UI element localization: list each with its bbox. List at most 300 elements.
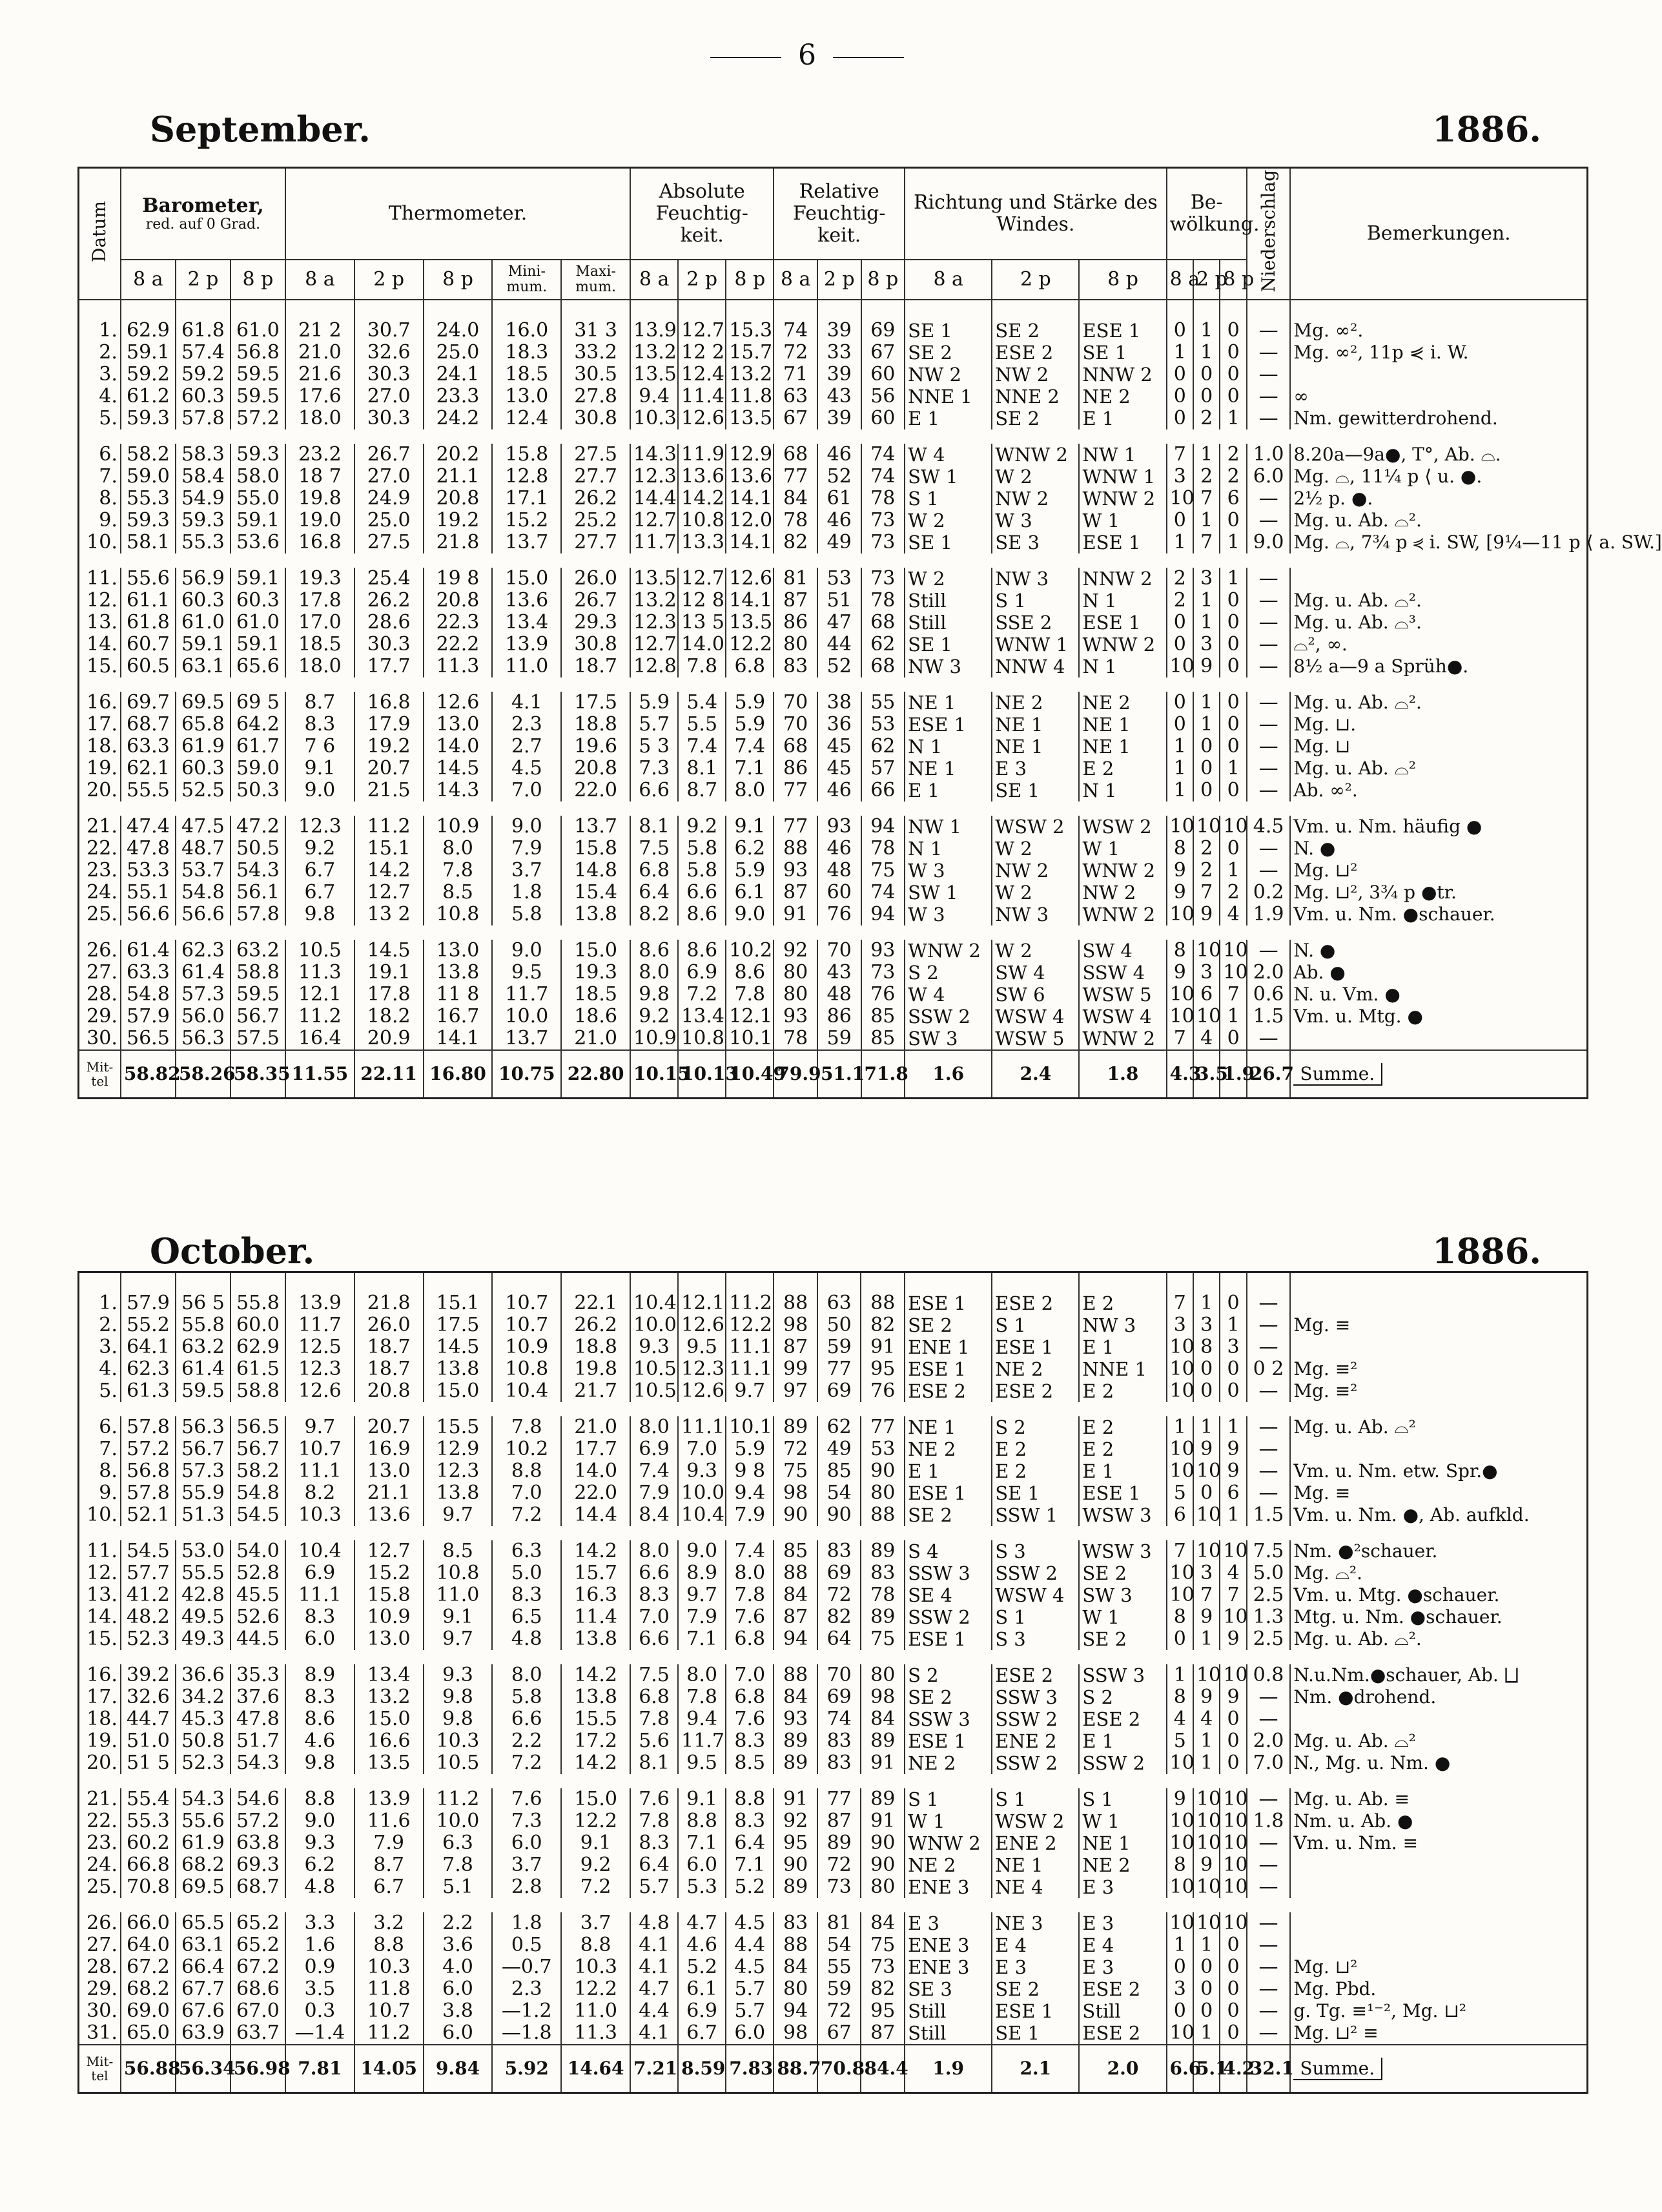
header-precipitation: Niederschlag (1247, 168, 1291, 300)
rel-humidity-cell: 55 (861, 692, 905, 714)
barometer-cell: 55.1 (121, 882, 176, 904)
thermometer-cell: 14.5 (424, 758, 493, 780)
thermometer-cell: 10.8 (424, 1562, 493, 1584)
rel-humidity-cell: 55 (817, 1956, 861, 1978)
rel-humidity-cell: 46 (817, 444, 861, 466)
rel-humidity-cell: 80 (774, 962, 817, 984)
maximum-cell: 15.5 (561, 1708, 630, 1730)
abs-humidity-cell: 7.9 (630, 1482, 678, 1504)
barometer-cell: 53.6 (231, 532, 285, 553)
cloud-cell: 4 (1193, 1028, 1220, 1050)
maximum-cell: 11.3 (561, 2022, 630, 2045)
thermometer-cell: 8.7 (354, 1854, 424, 1876)
thermometer-cell: 17.8 (285, 590, 354, 612)
cloud-cell: 1 (1220, 1504, 1246, 1526)
rel-humidity-cell: 88 (861, 1504, 905, 1526)
minimum-cell: 10.9 (492, 1336, 561, 1358)
rel-humidity-cell: 90 (861, 1854, 905, 1876)
abs-humidity-cell: 7.8 (630, 1708, 678, 1730)
minimum-cell: 7.2 (492, 1752, 561, 1774)
remark-cell: ⌓², ∞. (1290, 634, 1587, 656)
abs-humidity-cell: 7.0 (678, 1438, 726, 1460)
thermometer-cell: 17.6 (285, 386, 354, 408)
thermometer-cell: 7.8 (424, 1854, 493, 1876)
day-cell: 28. (79, 1956, 121, 1978)
remark-cell: Vm. u. Nm. etw. Spr.● (1290, 1460, 1587, 1482)
barometer-cell: 56 5 (176, 1272, 231, 1315)
thermometer-cell: 11.8 (354, 1978, 424, 2000)
barometer-cell: 69.3 (231, 1854, 285, 1876)
wind-cell: SE 3 (992, 532, 1079, 553)
cloud-cell: 2 (1193, 838, 1220, 860)
wind-cell: Still (905, 2022, 992, 2045)
rel-humidity-cell: 83 (817, 1730, 861, 1752)
barometer-cell: 65.5 (176, 1912, 231, 1934)
table-row (79, 838, 1588, 860)
rel-humidity-cell: 99 (774, 1358, 817, 1380)
abs-humidity-cell: 6.6 (678, 882, 726, 904)
rel-humidity-cell: 76 (817, 904, 861, 925)
remark-cell (1290, 1028, 1587, 1050)
barometer-cell: 67.7 (176, 1978, 231, 2000)
rel-humidity-cell: 91 (861, 1810, 905, 1832)
thermometer-cell: 7 6 (285, 736, 354, 758)
cloud-cell: 4 (1167, 1708, 1193, 1730)
day-cell: 25. (79, 904, 121, 925)
barometer-cell: 57.2 (121, 1438, 176, 1460)
rel-humidity-cell: 93 (774, 1708, 817, 1730)
day-cell: 14. (79, 1606, 121, 1628)
wind-cell: N 1 (1079, 656, 1166, 677)
table-row (79, 736, 1588, 758)
minimum-cell: 13.0 (492, 386, 561, 408)
barometer-cell: 68.2 (176, 1854, 231, 1876)
barometer-cell: 55.3 (121, 488, 176, 510)
abs-humidity-cell: 11.1 (726, 1358, 774, 1380)
wind-cell: E 3 (992, 1956, 1079, 1978)
mean-cloud: 3.5 (1193, 1050, 1220, 1099)
barometer-cell: 56.6 (121, 904, 176, 925)
rel-humidity-cell: 83 (817, 1540, 861, 1562)
maximum-cell: 8.8 (561, 1934, 630, 1956)
barometer-cell: 68.7 (121, 714, 176, 736)
maximum-cell: 11.4 (561, 1606, 630, 1628)
barometer-cell: 61.0 (176, 612, 231, 634)
abs-humidity-cell: 4.6 (678, 1934, 726, 1956)
minimum-cell: 1.8 (492, 882, 561, 904)
wind-cell: NE 1 (905, 1416, 992, 1438)
rel-humidity-cell: 73 (817, 1876, 861, 1898)
mean-precipitation: 26.7 (1247, 1050, 1291, 1099)
barometer-cell: 32.6 (121, 1686, 176, 1708)
thermometer-cell: 9.7 (285, 1416, 354, 1438)
thermometer-cell: 3.3 (285, 1912, 354, 1934)
remark-cell: Mg. u. Ab. ⌓². (1290, 1628, 1587, 1650)
rel-humidity-cell: 90 (861, 1832, 905, 1854)
maximum-cell: 18.5 (561, 984, 630, 1006)
remark-cell (1290, 1854, 1587, 1876)
abs-humidity-cell: 11.8 (726, 386, 774, 408)
thermometer-cell: 20.7 (354, 1416, 424, 1438)
cloud-cell: 1 (1193, 1934, 1220, 1956)
abs-humidity-cell: 5.7 (726, 2000, 774, 2022)
barometer-cell: 51.3 (176, 1504, 231, 1526)
barometer-cell: 57.8 (121, 1482, 176, 1504)
rel-humidity-cell: 75 (861, 1628, 905, 1650)
abs-humidity-cell: 13.2 (726, 364, 774, 386)
rel-humidity-cell: 85 (817, 1460, 861, 1482)
day-cell: 6. (79, 444, 121, 466)
rel-humidity-cell: 72 (817, 1584, 861, 1606)
maximum-cell: 9.2 (561, 1854, 630, 1876)
thermometer-cell: 11.2 (285, 1006, 354, 1028)
abs-humidity-cell: 11.7 (678, 1730, 726, 1752)
barometer-cell: 69.0 (121, 2000, 176, 2022)
maximum-cell: 30.8 (561, 408, 630, 429)
remark-cell: Vm. u. Nm. häufig ● (1290, 816, 1587, 838)
table-row (79, 882, 1588, 904)
remark-cell (1290, 364, 1587, 386)
rel-humidity-cell: 80 (861, 1876, 905, 1898)
wind-cell: ESE 1 (1079, 532, 1166, 553)
wind-cell: NE 1 (1079, 714, 1166, 736)
abs-humidity-cell: 7.4 (630, 1460, 678, 1482)
cloud-cell: 1 (1193, 590, 1220, 612)
abs-humidity-cell: 7.8 (678, 1686, 726, 1708)
barometer-cell: 53.3 (121, 860, 176, 882)
thermometer-cell: 9.3 (424, 1664, 493, 1686)
abs-humidity-cell: 9.4 (678, 1708, 726, 1730)
wind-cell: SE 1 (992, 2022, 1079, 2045)
rel-humidity-cell: 71 (774, 364, 817, 386)
barometer-cell: 52.6 (231, 1606, 285, 1628)
wind-cell: NW 3 (905, 656, 992, 677)
barometer-cell: 69.7 (121, 692, 176, 714)
rel-humidity-cell: 86 (817, 1006, 861, 1028)
rel-humidity-cell: 48 (817, 984, 861, 1006)
rel-humidity-cell: 39 (817, 300, 861, 342)
rel-humidity-cell: 69 (817, 1686, 861, 1708)
table-row (79, 1336, 1588, 1358)
cloud-cell: 0 (1193, 1358, 1220, 1380)
wind-cell: WNW 2 (1079, 860, 1166, 882)
wind-cell: W 1 (1079, 510, 1166, 532)
wind-cell: W 2 (992, 882, 1079, 904)
abs-humidity-cell: 8.5 (726, 1752, 774, 1774)
wind-cell: W 3 (905, 904, 992, 925)
mean-wind: 1.8 (1079, 1050, 1166, 1099)
rel-humidity-cell: 50 (817, 1314, 861, 1336)
barometer-cell: 55.9 (176, 1482, 231, 1504)
thermometer-cell: 11.3 (424, 656, 493, 677)
month-title: September. (150, 109, 371, 150)
subheader-wind: 8 p (1079, 260, 1166, 300)
mean-maximum: 14.64 (561, 2045, 630, 2093)
remark-cell: Vm. u. Nm. ≡ (1290, 1832, 1587, 1854)
table-row (79, 1956, 1588, 1978)
cloud-cell: 8 (1193, 1336, 1220, 1358)
cloud-cell: 10 (1220, 962, 1246, 984)
thermometer-cell: 0.9 (285, 1956, 354, 1978)
barometer-cell: 48.7 (176, 838, 231, 860)
wind-cell: SSW 1 (992, 1504, 1079, 1526)
cloud-cell: 9 (1193, 656, 1220, 677)
cloud-cell: 0 (1220, 590, 1246, 612)
barometer-cell: 59.1 (176, 634, 231, 656)
barometer-cell: 62.3 (176, 940, 231, 962)
wind-cell: Still (905, 2000, 992, 2022)
subheader-cloud: 8 p (1220, 260, 1246, 300)
thermometer-cell: 9.1 (424, 1606, 493, 1628)
thermometer-cell: 13.9 (285, 1272, 354, 1315)
thermometer-cell: 30.3 (354, 364, 424, 386)
wind-cell: S 2 (905, 1664, 992, 1686)
remark-cell: Ab. ∞². (1290, 780, 1587, 801)
barometer-cell: 63.3 (121, 962, 176, 984)
abs-humidity-cell: 8.4 (630, 1504, 678, 1526)
mean-label: Mit- tel (79, 2045, 121, 2093)
day-cell: 31. (79, 2022, 121, 2045)
sum-label: Summe. (1290, 2045, 1587, 2093)
barometer-cell: 49.3 (176, 1628, 231, 1650)
rel-humidity-cell: 80 (861, 1482, 905, 1504)
day-cell: 12. (79, 1562, 121, 1584)
abs-humidity-cell: 4.4 (630, 2000, 678, 2022)
cloud-cell: 2 (1220, 444, 1246, 466)
rel-humidity-cell: 82 (774, 532, 817, 553)
barometer-cell: 55.5 (176, 1562, 231, 1584)
minimum-cell: 16.0 (492, 300, 561, 342)
barometer-cell: 55.2 (121, 1314, 176, 1336)
thermometer-cell: 13.0 (424, 940, 493, 962)
table-row (79, 342, 1588, 364)
cloud-cell: 0 (1220, 1934, 1246, 1956)
wind-cell: SSW 2 (1079, 1752, 1166, 1774)
cloud-cell: 0 (1220, 1752, 1246, 1774)
cloud-cell: 10 (1167, 1562, 1193, 1584)
cloud-cell: 1 (1193, 1416, 1220, 1438)
barometer-cell: 57.9 (121, 1272, 176, 1315)
remark-cell: Mg. ⌓². (1290, 1562, 1587, 1584)
thermometer-cell: 2.2 (424, 1912, 493, 1934)
cloud-cell: 10 (1167, 488, 1193, 510)
minimum-cell: 6.5 (492, 1606, 561, 1628)
abs-humidity-cell: 5.7 (630, 1876, 678, 1898)
abs-humidity-cell: 8.0 (630, 1540, 678, 1562)
remark-cell: Mg. ≡² (1290, 1358, 1587, 1380)
wind-cell: E 1 (1079, 408, 1166, 429)
thermometer-cell: 8.0 (424, 838, 493, 860)
abs-humidity-cell: 13.5 (726, 408, 774, 429)
barometer-cell: 56.6 (176, 904, 231, 925)
rel-humidity-cell: 94 (774, 2000, 817, 2022)
abs-humidity-cell: 6.0 (678, 1854, 726, 1876)
remark-cell: N. ● (1290, 838, 1587, 860)
day-cell: 2. (79, 1314, 121, 1336)
wind-cell: E 3 (1079, 1956, 1166, 1978)
rel-humidity-cell: 88 (861, 1272, 905, 1315)
rel-humidity-cell: 46 (817, 510, 861, 532)
barometer-cell: 45.3 (176, 1708, 231, 1730)
barometer-cell: 59.1 (231, 634, 285, 656)
mean-cloud: 4.3 (1167, 1050, 1193, 1099)
abs-humidity-cell: 14.2 (678, 488, 726, 510)
maximum-cell: 25.2 (561, 510, 630, 532)
cloud-cell: 0 (1167, 510, 1193, 532)
barometer-cell: 63.7 (231, 2022, 285, 2045)
day-cell: 28. (79, 984, 121, 1006)
abs-humidity-cell: 9.4 (726, 1482, 774, 1504)
table-row (79, 1606, 1588, 1628)
cloud-cell: 7 (1220, 1584, 1246, 1606)
table-row (79, 300, 1588, 342)
cloud-cell: 10 (1220, 816, 1246, 838)
rel-humidity-cell: 56 (861, 386, 905, 408)
minimum-cell: 10.2 (492, 1438, 561, 1460)
mean-barometer: 56.88 (121, 2045, 176, 2093)
thermometer-cell: 18.5 (285, 634, 354, 656)
table-row (79, 1438, 1588, 1460)
wind-cell: E 1 (905, 408, 992, 429)
abs-humidity-cell: 15.3 (726, 300, 774, 342)
rel-humidity-cell: 90 (774, 1504, 817, 1526)
rel-humidity-cell: 53 (861, 1438, 905, 1460)
thermometer-cell: 12.9 (424, 1438, 493, 1460)
cloud-cell: 0 (1167, 386, 1193, 408)
abs-humidity-cell: 7.5 (630, 1664, 678, 1686)
abs-humidity-cell: 5.6 (630, 1730, 678, 1752)
day-cell: 26. (79, 1912, 121, 1934)
wind-cell: SE 1 (905, 634, 992, 656)
abs-humidity-cell: 12.4 (678, 364, 726, 386)
abs-humidity-cell: 5.7 (630, 714, 678, 736)
cloud-cell: 3 (1193, 634, 1220, 656)
day-cell: 11. (79, 568, 121, 590)
thermometer-cell: 11.2 (424, 1788, 493, 1810)
maximum-cell: 26.0 (561, 568, 630, 590)
day-cell: 5. (79, 1380, 121, 1402)
wind-cell: SE 3 (905, 1978, 992, 2000)
precipitation-cell: 7.0 (1247, 1752, 1291, 1774)
minimum-cell: 13.7 (492, 1028, 561, 1050)
wind-cell: NE 2 (905, 1438, 992, 1460)
wind-cell: E 1 (1079, 1730, 1166, 1752)
day-cell: 15. (79, 1628, 121, 1650)
rel-humidity-cell: 89 (861, 1540, 905, 1562)
abs-humidity-cell: 11.7 (630, 532, 678, 553)
rel-humidity-cell: 60 (861, 364, 905, 386)
rel-humidity-cell: 67 (861, 342, 905, 364)
rel-humidity-cell: 88 (774, 1562, 817, 1584)
rel-humidity-cell: 49 (817, 532, 861, 553)
cloud-cell: 2 (1167, 590, 1193, 612)
abs-humidity-cell: 9.0 (726, 904, 774, 925)
wind-cell: NNW 4 (992, 656, 1079, 677)
wind-cell: SE 1 (992, 1482, 1079, 1504)
barometer-cell: 63.1 (176, 1934, 231, 1956)
mean-thermometer: 9.84 (424, 2045, 493, 2093)
wind-cell: S 3 (992, 1540, 1079, 1562)
day-cell: 8. (79, 488, 121, 510)
barometer-cell: 47.4 (121, 816, 176, 838)
thermometer-cell: 18.7 (354, 1358, 424, 1380)
wind-cell: NW 3 (992, 904, 1079, 925)
thermometer-cell: 18.7 (354, 1336, 424, 1358)
cloud-cell: 10 (1220, 1606, 1246, 1628)
wind-cell: NE 1 (992, 1854, 1079, 1876)
day-cell: 1. (79, 1272, 121, 1315)
table-row (79, 1912, 1588, 1934)
barometer-cell: 67.6 (176, 2000, 231, 2022)
day-cell: 12. (79, 590, 121, 612)
mean-rel-humidity: 84.4 (861, 2045, 905, 2093)
wind-cell: W 3 (992, 510, 1079, 532)
cloud-cell: 9 (1167, 882, 1193, 904)
wind-cell: SW 1 (905, 882, 992, 904)
cloud-cell: 0 (1220, 342, 1246, 364)
day-cell: 15. (79, 656, 121, 677)
cloud-cell: 0 (1167, 300, 1193, 342)
barometer-cell: 61.5 (231, 1358, 285, 1380)
rel-humidity-cell: 75 (774, 1460, 817, 1482)
table-row (79, 1628, 1588, 1650)
rel-humidity-cell: 57 (861, 758, 905, 780)
rel-humidity-cell: 36 (817, 714, 861, 736)
thermometer-cell: 25.4 (354, 568, 424, 590)
precipitation-cell: — (1247, 656, 1291, 677)
wind-cell: SSW 4 (1079, 962, 1166, 984)
barometer-cell: 65.0 (121, 2022, 176, 2045)
wind-cell: S 1 (905, 1788, 992, 1810)
thermometer-cell: 9.0 (285, 780, 354, 801)
cloud-cell: 0 (1220, 1380, 1246, 1402)
barometer-cell: 58.8 (231, 962, 285, 984)
cloud-cell: 1 (1193, 1752, 1220, 1774)
thermometer-cell: 14.0 (424, 736, 493, 758)
rel-humidity-cell: 46 (817, 838, 861, 860)
minimum-cell: 9.5 (492, 962, 561, 984)
abs-humidity-cell: 9.8 (630, 984, 678, 1006)
maximum-cell: 30.5 (561, 364, 630, 386)
cloud-cell: 10 (1167, 1460, 1193, 1482)
cloud-cell: 0 (1220, 736, 1246, 758)
minimum-cell: 2.3 (492, 1978, 561, 2000)
barometer-cell: 60.3 (176, 590, 231, 612)
thermometer-cell: 8.7 (285, 692, 354, 714)
thermometer-cell: 28.6 (354, 612, 424, 634)
table-row (79, 984, 1588, 1006)
remark-cell (1290, 1336, 1587, 1358)
wind-cell: ESE 2 (1079, 1978, 1166, 2000)
precipitation-cell: — (1247, 2022, 1291, 2045)
cloud-cell: 10 (1220, 1876, 1246, 1898)
barometer-cell: 56.8 (231, 342, 285, 364)
cloud-cell: 4 (1220, 1562, 1246, 1584)
barometer-cell: 59.0 (231, 758, 285, 780)
barometer-cell: 61.9 (176, 1832, 231, 1854)
wind-cell: SE 4 (905, 1584, 992, 1606)
cloud-cell: 1 (1167, 758, 1193, 780)
maximum-cell: 13.8 (561, 1686, 630, 1708)
barometer-cell: 59.5 (176, 1380, 231, 1402)
thermometer-cell: 19.1 (354, 962, 424, 984)
day-cell: 29. (79, 1006, 121, 1028)
thermometer-cell: 11.2 (354, 2022, 424, 2045)
barometer-cell: 35.3 (231, 1664, 285, 1686)
rel-humidity-cell: 45 (817, 736, 861, 758)
wind-cell: WSW 4 (1079, 1006, 1166, 1028)
day-cell: 11. (79, 1540, 121, 1562)
